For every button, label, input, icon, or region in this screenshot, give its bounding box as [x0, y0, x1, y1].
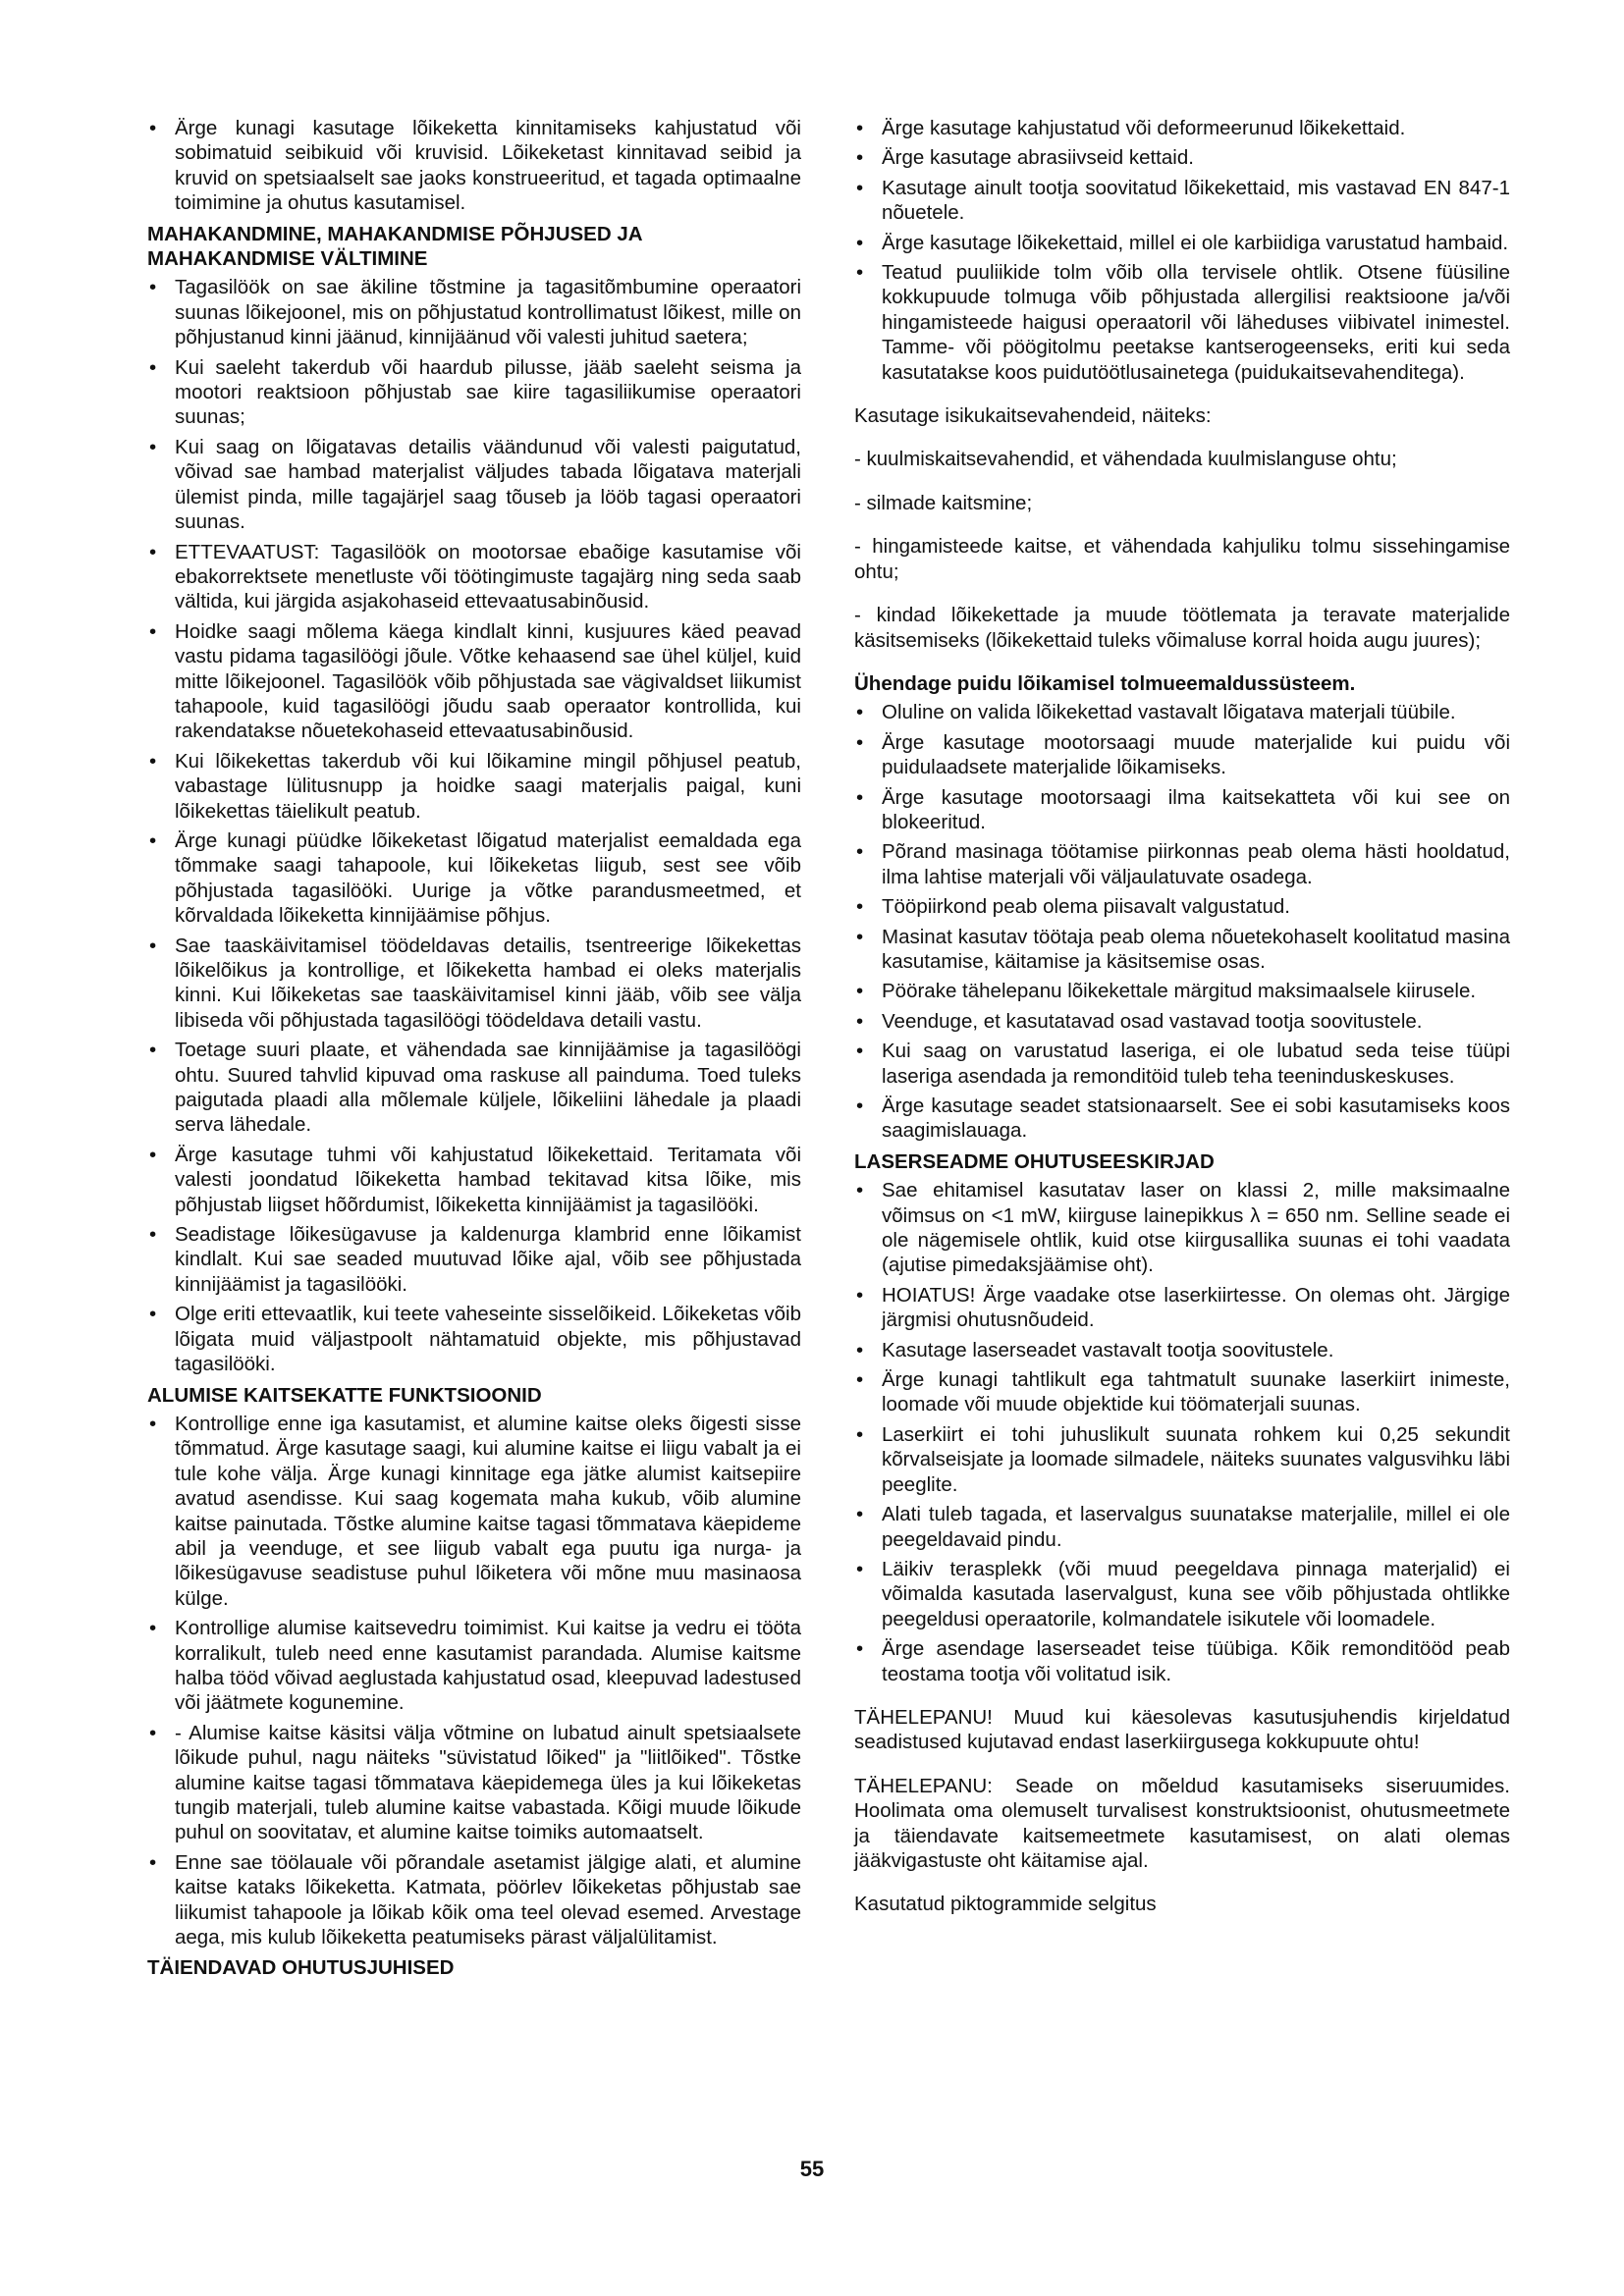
dust-bullet-list [854, 700, 1510, 1144]
list-item: • Seadistage lõikesügavuse ja kaldenurga klambrid enne lõikamist kindlalt. Kui sae seaded muutuvad lõike ajal, võib see põhjustada kinnijäämist ja tagasilööki. [147, 1222, 801, 1297]
laser-safety-heading: LASERSEADME OHUTUSEESKIRJAD [854, 1149, 1215, 1173]
kickback-bullet-list [147, 275, 801, 1376]
dust-extraction-heading: Ühendage puidu lõikamisel tolmueemaldussüsteem. [854, 671, 1356, 695]
list-item: • Läikiv terasplekk (või muud peegeldava pinnaga materjalid) ei võimalda kasutada laservalgust, kuna see võib põhjustada ohtlikke peegeldusi operaatorile, kolmandatele isikutele või loomadele. [854, 1557, 1510, 1631]
list-item: • Kui saeleht takerdub või haardub pilusse, jääb saeleht seisma ja mootori reaktsioon põhjustab sae kiire tagasiliikumise operaatori suunas; [147, 355, 801, 430]
list-item: • Kui saag on lõigatavas detailis väändunud või valesti paigutatud, võivad sae hambad materjalist väljudes tabada lõigatava materjali ülemist pinda, mille tagajärjel saag tõuseb ja lööb tagasi operaatori suunas. [147, 435, 801, 535]
page-number: 55 [799, 2157, 825, 2181]
list-item: • Enne sae töölauale või põrandale asetamist jälgige alati, et alumine kaitse kataks lõikeketta. Katmata, pöörlev lõikeketas põhjustab sae liikumist tahapoole ja lõikab kõik oma teel olevad esemed. Arvestage aega, mis kulub lõikeketta peatumiseks pärast väljalülitamist. [147, 1850, 801, 1950]
list-item: • Ärge kasutage lõikekettaid, millel ei ole karbiidiga varustatud hambaid. [854, 231, 1510, 255]
list-item: • Hoidke saagi mõlema käega kindlalt kinni, kusjuures käed peavad vastu pidama tagasilöögi jõule. Võtke kehaasend sae ühel küljel, kuid mitte lõikejoonel. Tagasilöök võib põhjustada sae vägivaldset liikumist tahapoole, kuid tagasilöögi jõudu saab operaator kontrollida, kui rakendatakse nõuetekohaseid ettevaatusabinõusid. [147, 619, 801, 744]
list-item: • Kasutage laserseadet vastavalt tootja soovitustele. [854, 1338, 1510, 1362]
list-item: • Sae ehitamisel kasutatav laser on klassi 2, mille maksimaalne võimsus on <1 mW, kiirguse lainepikkus λ = 650 nm. Selline seade ei ole nägemisele ohtlik, kuid otse kiirgusallika suunas ei tohi vaadata (ajutise pimedaksjäämise oht). [854, 1178, 1510, 1278]
guard-bullet-list [147, 1412, 801, 1950]
list-item: • Ärge kasutage seadet statsionaarselt. See ei sobi kasutamiseks koos saagimislauaga. [854, 1094, 1510, 1144]
list-item: • Laserkiirt ei tohi juhuslikult suunata rohkem kui 0,25 sekundit kõrvalseisjate ja loomade silmadele, näiteks suunates valgusvihku läbi peeglite. [854, 1422, 1510, 1497]
indoor-use-note: TÄHELEPANU: Seade on mõeldud kasutamiseks siseruumides. Hoolimata oma olemuselt turvalisest konstruktsioonist, ohutusmeetmete ja täiendavate kaitsemeetmete kasutamisest, on alati olemas jääkvigastuste oht käitamise ajal. [854, 1774, 1510, 1872]
left-column [147, 116, 801, 1985]
list-item: • Kontrollige enne iga kasutamist, et alumine kaitse oleks õigesti sisse tõmmatud. Ärge kasutage saagi, kui alumine kaitse ei liigu vabalt ja ei tule kohe välja. Ärge kunagi kinnitage ega jätke alumist kaitsepiire avatud asendisse. Kui saag kogemata maha kukub, võib alumine kaitse painutada. Tõstke alumine kaitse tagasi tõmmatava käepideme abil ja veenduge, et see liigub vabalt ega puutu iga nurga- ja lõikesügavuse seadistuse puhul lõiketera või mõne muu masinaosa külge. [147, 1412, 801, 1611]
list-item: • Pöörake tähelepanu lõikekettale märgitud maksimaalsele kiirusele. [854, 979, 1510, 1003]
list-item: • Ärge kasutage abrasiivseid kettaid. [854, 145, 1510, 170]
list-item: • Toetage suuri plaate, et vähendada sae kinnijäämise ja tagasilöögi ohtu. Suured tahvlid kipuvad oma raskuse all painduma. Toed tuleks paigutada plaadi alla mõlemale küljele, lõikeliini lähedale ja plaadi serva lähedale. [147, 1038, 801, 1138]
list-item: • Sae taaskäivitamisel töödeldavas detailis, tsentreerige lõikekettas lõikelõikus ja kontrollige, et lõikeketta hambad ei oleks materjalis kinni. Kui lõikeketas sae taaskäivitamisel kinni jääb, võib see välja libiseda või põhjustada tagasilöögi töödeldava detaili vastu. [147, 934, 801, 1034]
list-item: • Masinat kasutav töötaja peab olema nõuetekohaselt koolitatud masina kasutamise, käitamise ja käsitsemise osas. [854, 925, 1510, 975]
guard-heading: ALUMISE KAITSEKATTE FUNKTSIOONID [147, 1383, 542, 1407]
list-item: • Ärge kasutage mootorsaagi muude materjalide kui puidu või puidulaadsete materjalide lõikamiseks. [854, 730, 1510, 780]
list-item: • HOIATUS! Ärge vaadake otse laserkiirtesse. On olemas oht. Järgige järgmisi ohutusnõudeid. [854, 1283, 1510, 1333]
list-item: • Ärge kasutage mootorsaagi ilma kaitsekatteta või kui see on blokeeritud. [854, 785, 1510, 835]
ppe-item: - hingamisteede kaitse, et vähendada kahjuliku tolmu sissehingamise ohtu; [854, 535, 1510, 583]
list-item: • Kui saag on varustatud laseriga, ei ole lubatud seda teise tüüpi laseriga asendada ja remonditöid tuleb teha teeninduskeskuses. [854, 1039, 1510, 1089]
list-item: • Ärge asendage laserseadet teise tüübiga. Kõik remonditööd peab teostama tootja või volitatud isik. [854, 1636, 1510, 1686]
kickback-heading: MAHAKANDMINE, MAHAKANDMISE PÕHJUSED JA MAHAKANDMISE VÄLTIMINE [147, 222, 642, 271]
list-item: • Veenduge, et kasutatavad osad vastavad tootja soovitustele. [854, 1009, 1510, 1034]
laser-bullet-list [854, 1178, 1510, 1686]
list-item: • Kontrollige alumise kaitsevedru toimimist. Kui kaitse ja vedru ei tööta korralikult, tuleb need enne kasutamist parandada. Alumise kaitsme halba tööd võivad aeglustada kahjustatud osad, kleepuvad ladestused või jäätmete kogunemine. [147, 1616, 801, 1716]
ppe-item: - silmade kaitsmine; [854, 491, 1033, 514]
list-item: • Ärge kasutage tuhmi või kahjustatud lõikekettaid. Teritamata või valesti joondatud lõikeketta hambad tekitavad kitsa lõike, mis põhjustab liigset hõõrdumist, lõikeketta kinnijäämist ja tagasilööki. [147, 1143, 801, 1217]
list-item: • Ärge kunagi püüdke lõikeketast lõigatud materjalist eemaldada ega tõmmake saagi tahapoole, kui lõikeketas liigub, sest see võib põhjustada tagasilööki. Uurige ja võtke parandusmeetmed, et kõrvaldada lõikeketta kinnijäämise põhjus. [147, 828, 801, 929]
list-item: • Oluline on valida lõikekettad vastavalt lõigatava materjali tüübile. [854, 700, 1510, 724]
blade-bullet-list [854, 116, 1510, 385]
list-item: • Alati tuleb tagada, et laservalgus suunatakse materjalile, millel ei ole peegeldavaid pindu. [854, 1502, 1510, 1552]
list-item: • Põrand masinaga töötamise piirkonnas peab olema hästi hooldatud, ilma lahtise materjali või väljaulatuvate osadega. [854, 839, 1510, 889]
pictograms-caption: Kasutatud piktogrammide selgitus [854, 1893, 1157, 1916]
laser-warning-note: TÄHELEPANU! Muud kui käesolevas kasutusjuhendis kirjeldatud seadistused kujutavad endast laserkiirgusega kokkupuute ohtu! [854, 1705, 1510, 1754]
additional-safety-heading: TÄIENDAVAD OHUTUSJUHISED [147, 1956, 455, 1980]
list-item: • Tööpiirkond peab olema piisavalt valgustatud. [854, 894, 1510, 919]
list-item: • Ärge kasutage kahjustatud või deformeerunud lõikekettaid. [854, 116, 1510, 140]
list-item: • Teatud puuliikide tolm võib olla tervisele ohtlik. Otsene füüsiline kokkupuude tolmuga võib põhjustada allergilisi reaktsioone ja/või hingamisteede haigusi operaatoril või läheduses viibivatel inimestel. Tamme- või pöögitolmu peetakse kantserogeenseks, eriti kui seda kasutatakse koos puidutöötlusainetega (puidukaitsevahenditega). [854, 260, 1510, 385]
list-item: • Ärge kunagi tahtlikult ega tahtmatult suunake laserkiirt inimeste, loomade või muude objektide kui töömaterjali suunas. [854, 1367, 1510, 1417]
intro-bullet-list [147, 116, 801, 216]
list-item: • Tagasilöök on sae äkiline tõstmine ja tagasitõmbumine operaatori suunas lõikejoonel, mis on põhjustatud kontrollimatust lõikest, mille on põhjustanud kinni jäänud, kinnijäänud või valesti juhitud saetera; [147, 275, 801, 349]
right-column [854, 116, 1510, 1936]
ppe-item: - kindad lõikekettade ja muude töötlemata ja teravate materjalide käsitsemiseks (lõikekettaid tuleks võimaluse korral hoida augu juures); [854, 604, 1510, 652]
list-item: • Kui lõikekettas takerdub või kui lõikamine mingil põhjusel peatub, vabastage lülitusnupp ja hoidke saagi materjalis paigal, kuni lõikekettas täielikult peatub. [147, 749, 801, 824]
list-item: • Olge eriti ettevaatlik, kui teete vaheseinte sisselõikeid. Lõikeketas võib lõigata muid väljastpoolt nähtamatuid objekte, mis põhjustavad tagasilööki. [147, 1302, 801, 1376]
list-item: • - Alumise kaitse käsitsi välja võtmine on lubatud ainult spetsiaalsete lõikude puhul, nagu näiteks "süvistatud lõiked" ja "liitlõiked". Tõstke alumine kaitse tagasi tõmmatava käepidemega üles ja kui lõikeketas tungib materjali, tuleb alumine kaitse vabastada. Kõigi muude lõikude puhul on soovitatav, et alumine kaitse toimiks automaatselt. [147, 1721, 801, 1845]
list-item: • ETTEVAATUST: Tagasilöök on mootorsae ebaõige kasutamise või ebakorrektsete menetluste või töötingimuste tagajärg ning seda saab vältida, kui järgida asjakohaseid ettevaatusabinõusid. [147, 540, 801, 614]
list-item: • Ärge kunagi kasutage lõikeketta kinnitamiseks kahjustatud või sobimatuid seibikuid või kruvisid. Lõikeketast kinnitavad seibid ja kruvid on spetsiaalselt sae jaoks konstrueeritud, et tagada optimaalne toimimine ja ohutus kasutamisel. [147, 116, 801, 216]
list-item: • Kasutage ainult tootja soovitatud lõikekettaid, mis vastavad EN 847-1 nõuetele. [854, 176, 1510, 226]
ppe-intro: Kasutage isikukaitsevahendeid, näiteks: [854, 404, 1212, 428]
ppe-item: - kuulmiskaitsevahendid, et vähendada kuulmislanguse ohtu; [854, 448, 1397, 471]
